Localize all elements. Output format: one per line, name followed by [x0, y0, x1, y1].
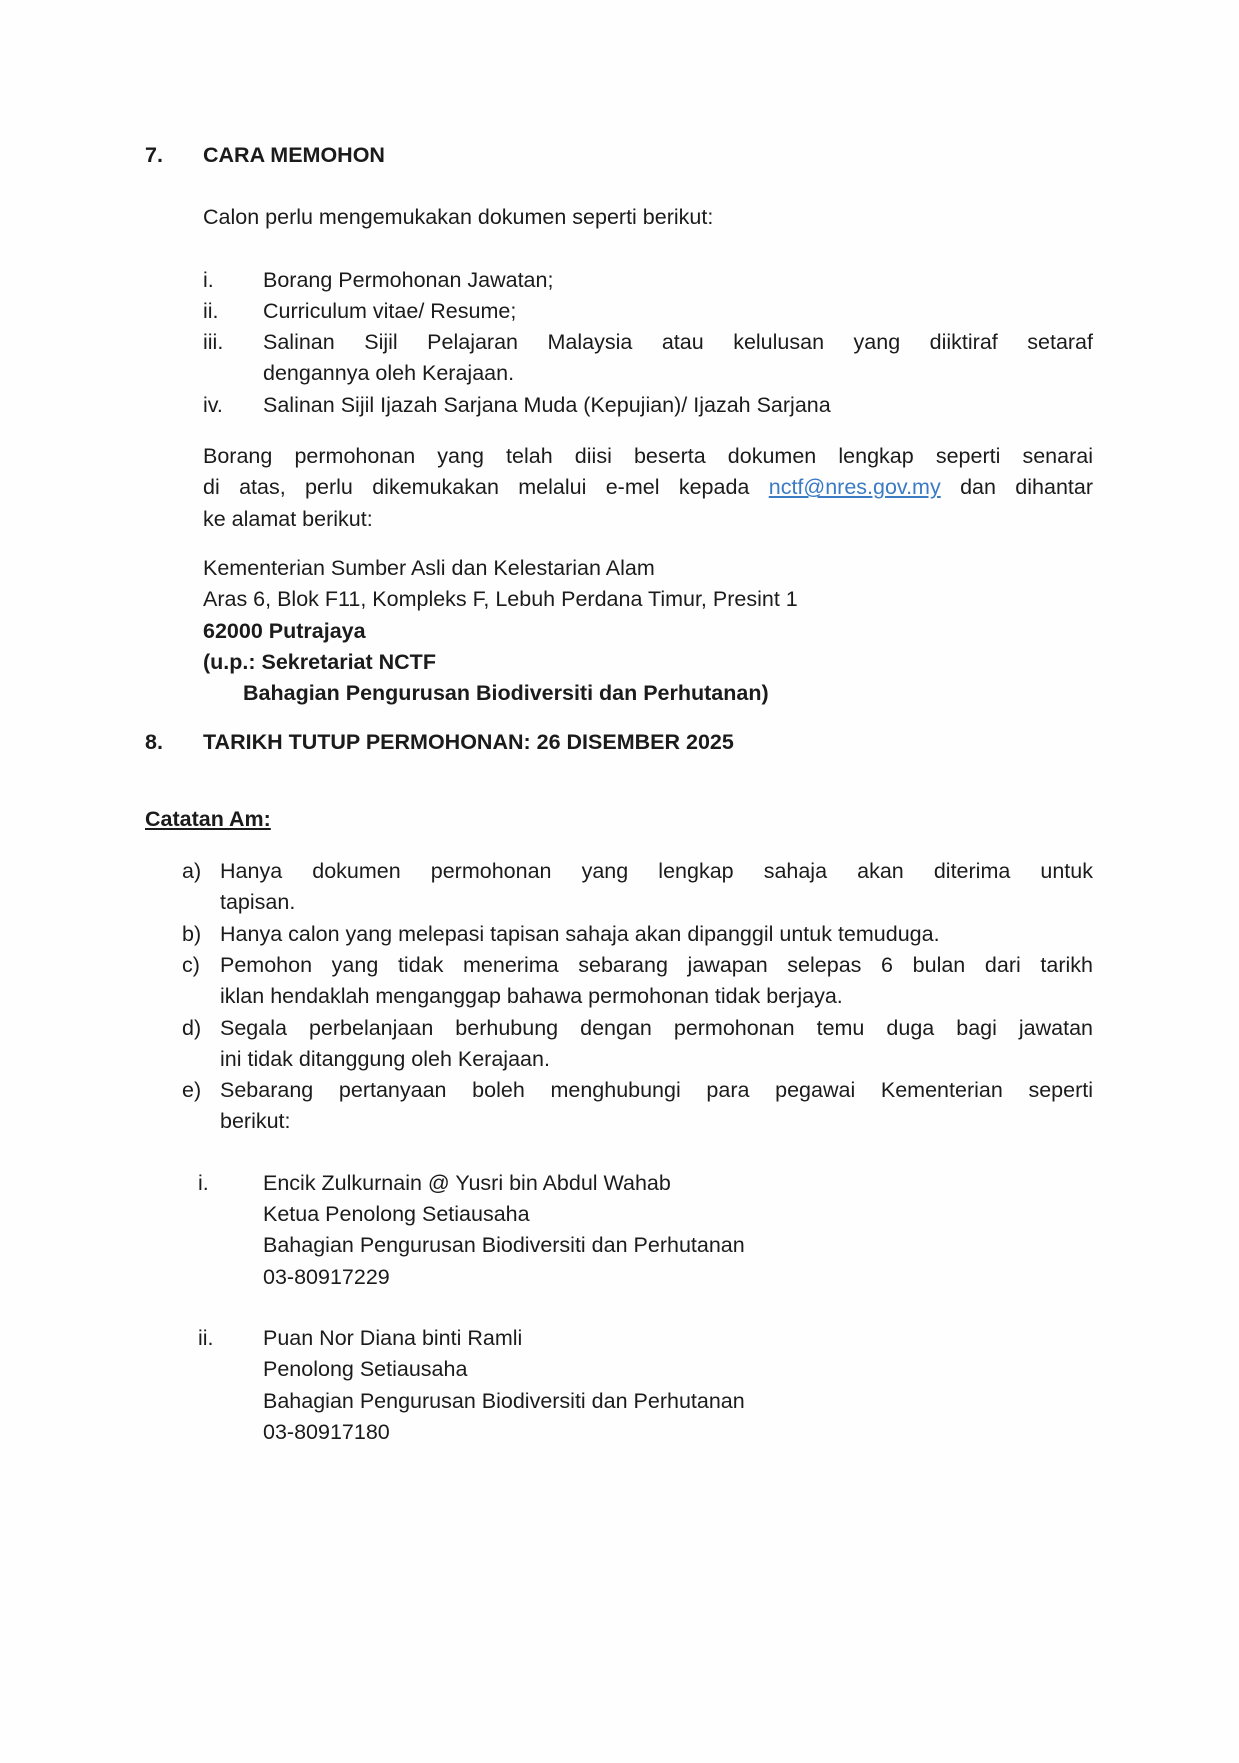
section-7-intro: Calon perlu mengemukakan dokumen seperti berikut:: [203, 205, 714, 230]
note-item: [182, 919, 1093, 950]
contact-phone: 03-80917180: [263, 1419, 390, 1444]
contact-division: Bahagian Pengurusan Biodiversiti dan Perhutanan: [263, 1388, 745, 1413]
required-documents-list: [145, 265, 1093, 421]
contact-title: Ketua Penolong Setiausaha: [263, 1202, 530, 1227]
note-item: [182, 1013, 1093, 1076]
list-item-text: Curriculum vitae/ Resume;: [263, 298, 517, 323]
address-line: Kementerian Sumber Asli dan Kelestarian Alam: [203, 555, 655, 580]
contact-marker: ii.: [198, 1325, 214, 1350]
note-text: Hanya dokumen permohonan yang lengkap sahaja akan diterima untuk: [220, 859, 1093, 884]
submission-paragraph: [203, 441, 1093, 535]
note-text: Pemohon yang tidak menerima sebarang jawapan selepas 6 bulan dari tarikh: [220, 952, 1093, 977]
address-line-attention: (u.p.: Sekretariat NCTF: [203, 649, 436, 674]
note-marker: b): [182, 921, 202, 946]
contact-name: Encik Zulkurnain @ Yusri bin Abdul Wahab: [263, 1170, 671, 1195]
section-7-title: CARA MEMOHON: [203, 143, 385, 167]
paragraph-line: [203, 472, 1093, 503]
section-8-title: TARIKH TUTUP PERMOHONAN: 26 DISEMBER 2025: [203, 730, 734, 755]
contact-item: [198, 1323, 1093, 1448]
note-text: ini tidak ditanggung oleh Kerajaan.: [220, 1046, 550, 1071]
list-item-text: Salinan Sijil Pelajaran Malaysia atau kelulusan yang diiktiraf setaraf: [263, 330, 1093, 355]
postal-address: [203, 553, 1093, 709]
section-7-number: 7.: [145, 143, 163, 167]
paragraph-text: di atas, perlu dikemukakan melalui e-mel kepada: [203, 475, 769, 500]
notes-list: [145, 856, 1093, 1138]
contact-item: [198, 1168, 1093, 1293]
list-marker: ii.: [203, 298, 219, 323]
note-text: berikut:: [220, 1109, 291, 1134]
notes-heading: Catatan Am:: [145, 806, 271, 831]
contact-title: Penolong Setiausaha: [263, 1357, 468, 1382]
email-link[interactable]: nctf@nres.gov.my: [768, 475, 941, 500]
address-line-postcode: 62000 Putrajaya: [203, 618, 366, 643]
address-line-division: Bahagian Pengurusan Biodiversiti dan Perhutanan): [243, 681, 769, 706]
note-marker: e): [182, 1078, 202, 1103]
note-text: iklan hendaklah menganggap bahawa permohonan tidak berjaya.: [220, 984, 843, 1009]
list-marker: i.: [203, 267, 214, 292]
list-item: [203, 265, 1093, 296]
list-item: [203, 327, 1093, 390]
note-text: tapisan.: [220, 890, 296, 915]
contact-marker: i.: [198, 1170, 209, 1195]
list-item: [203, 390, 1093, 421]
contact-division: Bahagian Pengurusan Biodiversiti dan Perhutanan: [263, 1233, 745, 1258]
list-item-text: dengannya oleh Kerajaan.: [263, 361, 515, 386]
note-item: [182, 856, 1093, 919]
paragraph-line: ke alamat berikut:: [203, 506, 373, 531]
note-item: [182, 1075, 1093, 1138]
note-text: Sebarang pertanyaan boleh menghubungi para pegawai Kementerian seperti: [220, 1078, 1093, 1103]
note-marker: d): [182, 1015, 202, 1040]
address-line: Aras 6, Blok F11, Kompleks F, Lebuh Perdana Timur, Presint 1: [203, 587, 798, 612]
list-item-text: Salinan Sijil Ijazah Sarjana Muda (Kepujian)/ Ijazah Sarjana: [263, 392, 831, 417]
note-item: [182, 950, 1093, 1013]
list-marker: iii.: [203, 330, 224, 355]
note-text: Hanya calon yang melepasi tapisan sahaja akan dipanggil untuk temuduga.: [220, 921, 940, 946]
section-7-heading: [145, 140, 1093, 171]
note-marker: c): [182, 952, 200, 977]
note-marker: a): [182, 859, 202, 884]
contact-phone: 03-80917229: [263, 1264, 390, 1289]
list-marker: iv.: [203, 392, 223, 417]
list-item: [203, 296, 1093, 327]
paragraph-text: dan dihantar: [940, 475, 1093, 500]
list-item-text: Borang Permohonan Jawatan;: [263, 267, 554, 292]
section-8-number: 8.: [145, 730, 163, 755]
contact-name: Puan Nor Diana binti Ramli: [263, 1325, 523, 1350]
section-8-heading: [145, 727, 1093, 758]
paragraph-line: Borang permohonan yang telah diisi beserta dokumen lengkap seperti senarai: [203, 444, 1093, 469]
note-text: Segala perbelanjaan berhubung dengan permohonan temu duga bagi jawatan: [220, 1015, 1093, 1040]
